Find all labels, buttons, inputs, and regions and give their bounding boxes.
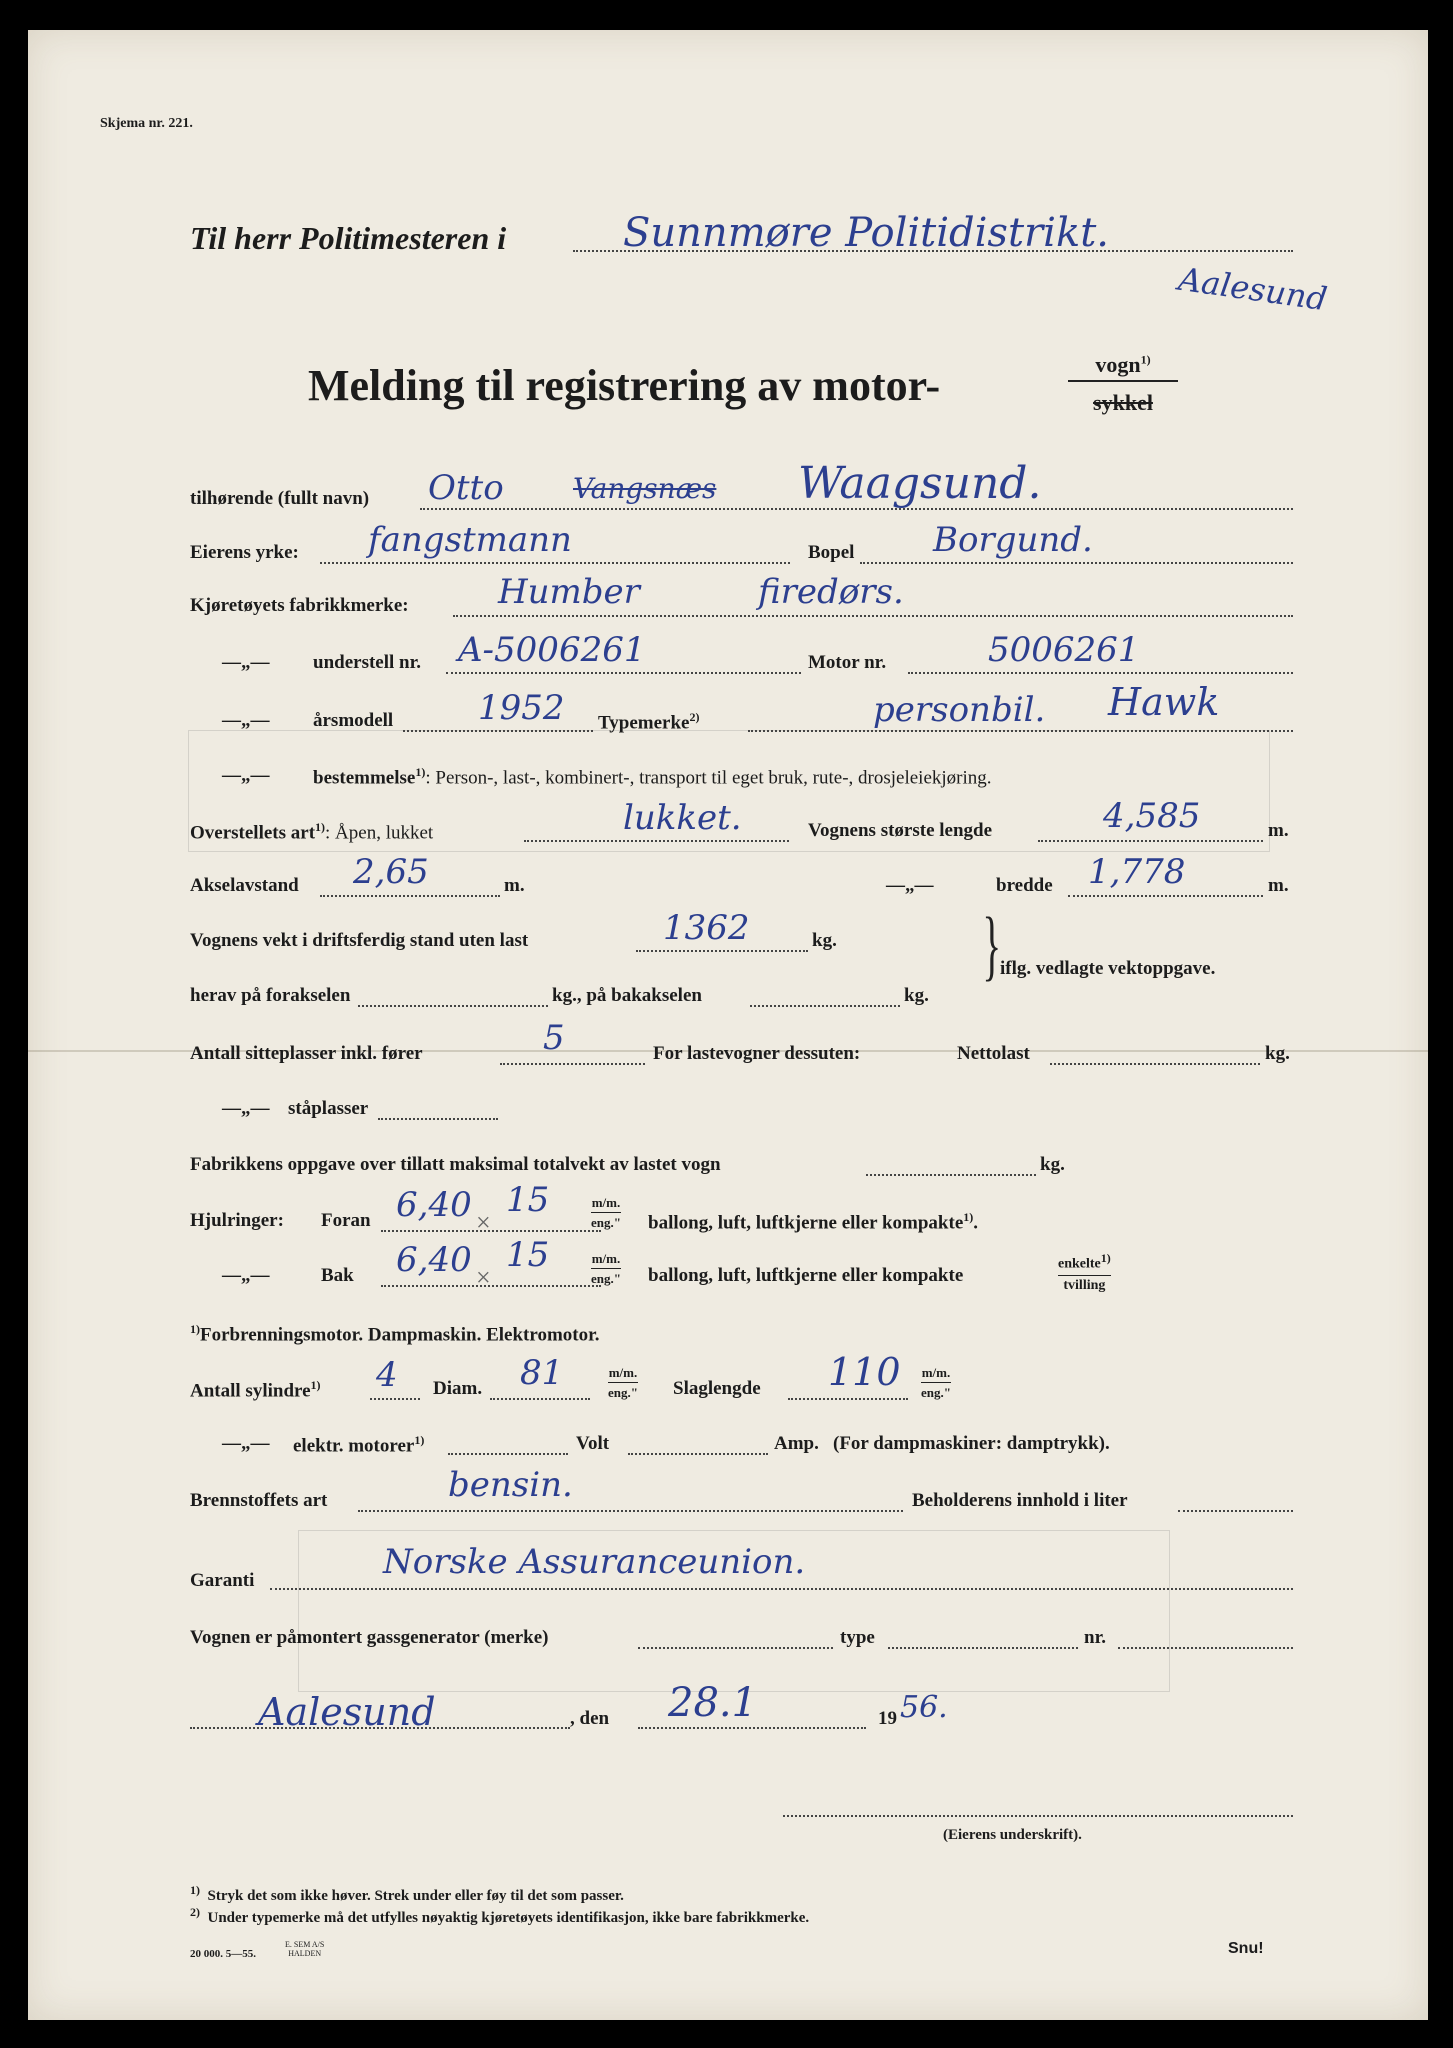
wheelbase-value: 2,65: [353, 852, 429, 892]
tank-line: [1178, 1510, 1293, 1512]
model-year-line: [403, 730, 593, 732]
stroke-unit: m/m. eng.": [921, 1365, 951, 1400]
cylinders-line: [370, 1398, 420, 1400]
wheelbase-line: [320, 895, 500, 897]
length-value: 4,585: [1103, 796, 1201, 836]
make-value-2: firedørs.: [758, 572, 904, 612]
front-axle-line: [358, 1005, 548, 1007]
engine-line: [908, 672, 1293, 674]
footnote-2: $^{2)}$ Under typemerke må det utfylles nøyaktig kjøretøyets identifikasjon, ikke bare fabrikkmerke.: [190, 1905, 810, 1926]
place-value: Aalesund: [258, 1690, 436, 1734]
times-icon: ×: [476, 1208, 491, 1237]
type-mark-value-2: Hawk: [1108, 680, 1220, 724]
width-line: [1068, 895, 1263, 897]
tires-rear-width: 15: [506, 1235, 550, 1275]
title-option-cycle: sykkel: [1093, 390, 1153, 415]
cylinders-label: Antall sylindre$^{1)}$: [190, 1378, 321, 1402]
gas-nr-line: [1118, 1647, 1293, 1649]
volt-label: Volt: [576, 1433, 610, 1454]
printer-name: E. SEM A/S HALDEN: [285, 1940, 325, 1958]
cargo-label: For lastevogner dessuten:: [653, 1043, 861, 1064]
weight-brace: }: [982, 901, 1002, 988]
width-value: 1,778: [1088, 852, 1186, 892]
max-weight-unit: kg.: [1040, 1154, 1065, 1175]
year-suffix: 56.: [900, 1690, 948, 1725]
weight-label: Vognens vekt i driftsferdig stand uten last: [190, 930, 529, 951]
length-unit: m.: [1268, 820, 1289, 841]
chassis-dash: —„—: [222, 652, 270, 673]
tires-rear-unit: m/m. eng.": [591, 1251, 621, 1286]
seats-value: 5: [543, 1018, 565, 1058]
date-line: [638, 1727, 866, 1729]
standing-label: ståplasser: [288, 1098, 369, 1119]
tires-front-types: ballong, luft, luftkjerne eller kompakte$^{1)}$.: [648, 1210, 979, 1234]
signature-line: [783, 1815, 1293, 1817]
occupation-value: fangstmann: [368, 520, 572, 560]
max-weight-line: [866, 1174, 1036, 1176]
wheelbase-unit: m.: [504, 875, 525, 896]
occupation-line: [320, 562, 790, 564]
tires-label: Hjulringer:: [190, 1210, 284, 1231]
owner-first-name: Otto: [428, 468, 504, 508]
diam-value: 81: [520, 1353, 564, 1393]
tires-rear-line: [381, 1285, 601, 1287]
tires-rear-label: Bak: [321, 1265, 354, 1286]
residence-line: [860, 562, 1293, 564]
fuel-label: Brennstoffets art: [190, 1490, 328, 1511]
make-value: Humber: [498, 572, 640, 612]
form-number: Skjema nr. 221.: [100, 116, 193, 131]
max-weight-label: Fabrikkens oppgave over tillatt maksimal totalvekt av lastet vogn: [190, 1154, 721, 1175]
rear-axle-label: kg., på bakakselen: [552, 985, 702, 1006]
tires-rear-dash: —„—: [222, 1265, 270, 1286]
signature-label: (Eierens underskrift).: [943, 1827, 1082, 1843]
gas-nr-label: nr.: [1084, 1627, 1107, 1648]
tires-rear-size: 6,40: [396, 1240, 472, 1280]
guarantee-line: [270, 1588, 1293, 1590]
chassis-label: understell nr.: [313, 652, 422, 673]
times-icon: ×: [476, 1263, 491, 1292]
gas-type-label: type: [840, 1627, 875, 1648]
title-option-car: vogn$^{1)}$: [1068, 352, 1178, 382]
rear-axle-line: [750, 1005, 900, 1007]
width-dash: —„—: [886, 875, 934, 896]
type-mark-value: personbil.: [873, 690, 1046, 730]
wheelbase-label: Akselavstand: [190, 875, 299, 896]
weight-note: iflg. vedlagte vektoppgave.: [1000, 958, 1216, 979]
cylinders-value: 4: [376, 1355, 398, 1395]
weight-value: 1362: [663, 908, 750, 948]
footnote-1: $^{1)}$ Stryk det som ikke høver. Strek under eller føy til det som passer.: [190, 1883, 624, 1904]
residence-value: Borgund.: [933, 520, 1093, 560]
diam-line: [490, 1398, 590, 1400]
standing-dash: —„—: [222, 1098, 270, 1119]
type-mark-label: Typemerke$^{2)}$: [598, 710, 700, 734]
length-line: [1038, 840, 1263, 842]
chassis-value: A-5006261: [458, 630, 646, 670]
model-year-value: 1952: [478, 688, 565, 728]
addressee-value: Sunnmøre Politidistrikt.: [623, 210, 1109, 256]
body-line: [524, 840, 789, 842]
engine-label: Motor nr.: [808, 652, 887, 673]
weight-line: [636, 950, 808, 952]
purpose-label: bestemmelse$^{1)}$: Person-, last-, kombinert-, transport til eget bruk, rute-, drosjeleiekjøring.: [313, 765, 992, 789]
purpose-dash: —„—: [222, 765, 270, 786]
den-label: , den: [570, 1708, 610, 1729]
occupation-label: Eierens yrke:: [190, 542, 299, 563]
length-label: Vognens største lengde: [808, 820, 993, 841]
tires-front-size: 6,40: [396, 1185, 472, 1225]
addressee-city: Aalesund: [1176, 259, 1330, 319]
tires-front-line: [381, 1230, 601, 1232]
owner-struck-name: Vangsnæs: [573, 472, 717, 505]
volt-line: [628, 1453, 768, 1455]
standing-line: [378, 1118, 498, 1120]
steam-label: (For dampmaskiner: damptrykk).: [833, 1433, 1110, 1454]
tires-front-width: 15: [506, 1180, 550, 1220]
model-year-dash: —„—: [222, 710, 270, 731]
guarantee-value: Norske Assuranceunion.: [383, 1542, 806, 1582]
gas-type-line: [888, 1647, 1078, 1649]
net-load-label: Nettolast: [957, 1043, 1030, 1064]
guarantee-label: Garanti: [190, 1570, 255, 1591]
form-paper: [28, 30, 1428, 2020]
seats-line: [500, 1063, 645, 1065]
body-label: Overstellets art$^{1)}$: Åpen, lukket: [190, 820, 434, 844]
turn-over-label: Snu!: [1228, 1940, 1264, 1957]
gas-generator-line: [638, 1647, 833, 1649]
stroke-value: 110: [828, 1350, 901, 1394]
tires-front-label: Foran: [321, 1210, 371, 1231]
tires-single-double: enkelte$^{1)}$ tvilling: [1058, 1251, 1111, 1293]
weight-unit: kg.: [812, 930, 837, 951]
stroke-line: [788, 1398, 908, 1400]
net-load-line: [1050, 1063, 1260, 1065]
diam-label: Diam.: [433, 1378, 483, 1399]
residence-label: Bopel: [808, 542, 855, 563]
model-year-label: årsmodell: [313, 710, 394, 731]
seats-label: Antall sitteplasser inkl. fører: [190, 1043, 423, 1064]
width-label: bredde: [996, 875, 1053, 896]
fuel-value: bensin.: [448, 1465, 573, 1505]
tires-front-unit: m/m. eng.": [591, 1195, 621, 1230]
printer-code: 20 000. 5—55.: [190, 1948, 256, 1960]
owner-label: tilhørende (fullt navn): [190, 488, 370, 509]
tank-label: Beholderens innhold i liter: [912, 1490, 1128, 1511]
width-unit: m.: [1268, 875, 1289, 896]
date-value: 28.1: [668, 1680, 758, 1726]
front-axle-label: herav på forakselen: [190, 985, 351, 1006]
year-prefix: 19: [878, 1708, 897, 1729]
make-label: Kjøretøyets fabrikkmerke:: [190, 595, 409, 616]
net-load-unit: kg.: [1265, 1043, 1290, 1064]
engine-types: $^{1)}$Forbrenningsmotor. Dampmaskin. Elektromotor.: [190, 1322, 600, 1346]
rear-axle-unit: kg.: [904, 985, 929, 1006]
make-line: [453, 615, 1293, 617]
gas-generator-label: Vognen er påmontert gassgenerator (merke): [190, 1627, 549, 1648]
diam-unit: m/m. eng.": [608, 1365, 638, 1400]
electric-line: [448, 1453, 568, 1455]
chassis-line: [446, 672, 801, 674]
tires-rear-types: ballong, luft, luftkjerne eller kompakte: [648, 1265, 964, 1286]
type-mark-line: [748, 730, 1293, 732]
form-title: Melding til registrering av motor-: [308, 361, 941, 410]
body-value: lukket.: [623, 798, 742, 838]
fuel-line: [358, 1510, 903, 1512]
addressee-label: Til herr Politimesteren i: [190, 220, 507, 256]
stroke-label: Slaglengde: [673, 1378, 761, 1399]
electric-dash: —„—: [222, 1433, 270, 1454]
owner-last-name: Waagsund.: [798, 458, 1042, 509]
engine-value: 5006261: [988, 630, 1140, 670]
amp-label: Amp.: [774, 1433, 819, 1454]
electric-label: elektr. motorer$^{1)}$: [293, 1433, 425, 1457]
